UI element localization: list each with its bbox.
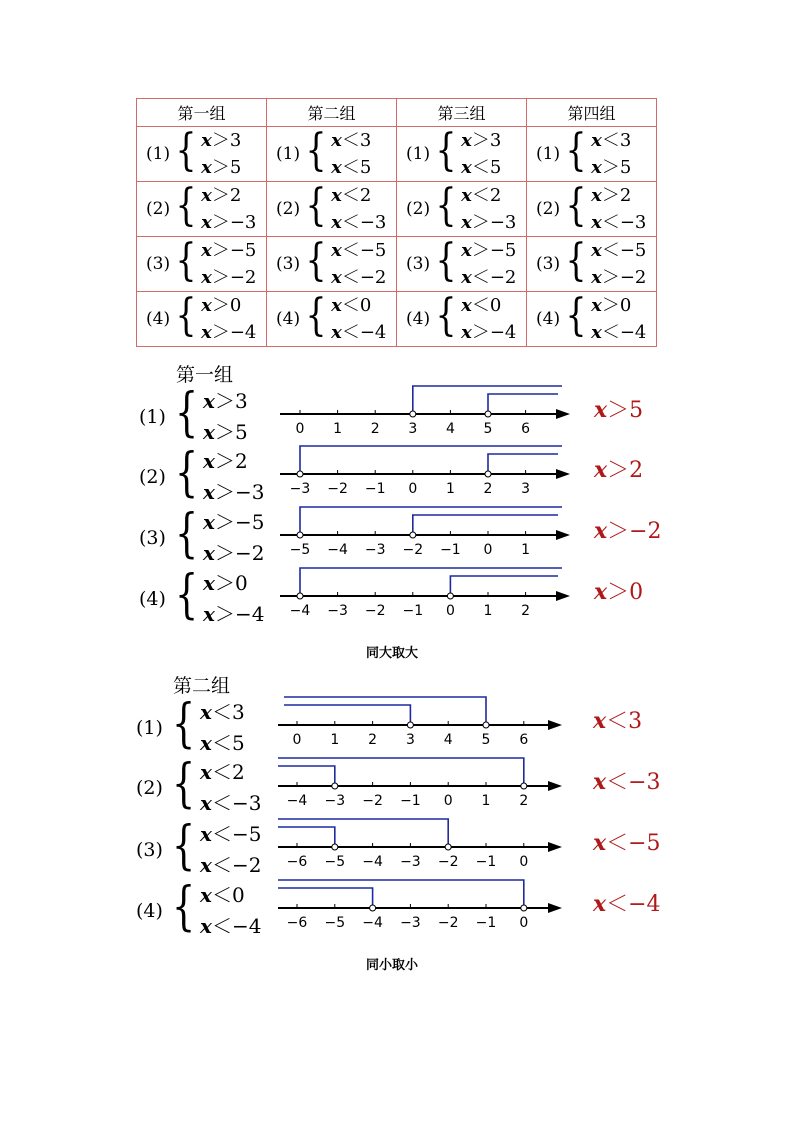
tick-label: 3	[405, 732, 415, 748]
brace-icon: {	[435, 180, 457, 231]
inequality: x＜3	[200, 700, 245, 724]
brace-icon: {	[435, 290, 457, 341]
group1-title: 第一组	[176, 364, 234, 386]
open-point	[485, 411, 491, 417]
brace-icon: {	[305, 180, 327, 231]
solution-ray	[284, 697, 486, 725]
open-point	[445, 844, 451, 850]
open-point	[485, 471, 491, 477]
brace-icon: {	[175, 180, 197, 231]
tick-label: −4	[327, 542, 348, 558]
tick-label: −3	[400, 915, 421, 931]
inequality: x＞5	[203, 420, 248, 444]
system-number: (1)	[139, 406, 166, 428]
solution-ray	[450, 576, 558, 596]
open-point	[407, 722, 413, 728]
inequality: x＜3	[591, 130, 632, 151]
tick-label: −2	[364, 603, 386, 619]
tick-label: −3	[324, 793, 346, 809]
inequality: x＞3	[461, 130, 502, 151]
inequality: x＜−4	[200, 914, 262, 938]
tick-label: −1	[475, 915, 497, 931]
inequality: x＞−4	[201, 322, 257, 343]
brace-icon: {	[171, 877, 196, 937]
tick-label: −3	[289, 481, 311, 497]
inequality: x＞2	[201, 185, 242, 206]
axis-arrow	[556, 409, 570, 419]
tick-label: 0	[445, 603, 455, 619]
brace-icon: {	[174, 383, 199, 443]
tick-label: −1	[402, 603, 424, 619]
open-point	[483, 722, 489, 728]
axis-arrow	[556, 530, 570, 540]
tick-label: 0	[292, 732, 302, 748]
axis-arrow	[548, 842, 562, 852]
solution-ray	[278, 819, 448, 847]
inequality: x＞−5	[461, 240, 517, 261]
brace-icon: {	[175, 290, 197, 341]
header-group-3: 第三组	[397, 99, 527, 127]
tick-label: −4	[362, 915, 383, 931]
tick-label: 2	[483, 481, 493, 497]
group1-result-1: x＞5	[594, 397, 644, 423]
tick-label: 0	[408, 481, 418, 497]
tick-label: −1	[440, 542, 461, 558]
inequality: x＞2	[591, 185, 632, 206]
solution-ray	[413, 515, 558, 535]
brace-icon: {	[565, 290, 587, 341]
inequality: x＜−5	[591, 240, 647, 261]
solution-ray	[278, 758, 524, 786]
open-point	[521, 905, 527, 911]
tick-label: −4	[289, 603, 311, 619]
tick-label: 0	[483, 542, 493, 558]
inequality: x＞−5	[203, 510, 265, 534]
brace-icon: {	[305, 235, 327, 286]
solution-ray	[300, 446, 562, 474]
system-number: (3)	[406, 254, 431, 274]
system-number: (1)	[146, 144, 171, 164]
system-number: (1)	[276, 144, 301, 164]
tick-label: 5	[483, 421, 493, 437]
tick-label: 1	[330, 732, 340, 748]
open-point	[370, 905, 376, 911]
inequality: x＜2	[200, 760, 245, 784]
axis-arrow	[548, 903, 562, 913]
brace-icon: {	[435, 125, 457, 176]
tick-label: −3	[364, 542, 386, 558]
system-number: (2)	[146, 199, 171, 219]
tick-label: −1	[364, 481, 386, 497]
inequality: x＞−2	[203, 541, 265, 565]
inequality: x＜5	[461, 157, 502, 178]
brace-icon: {	[565, 180, 587, 231]
tick-label: 1	[483, 603, 493, 619]
inequality: x＜−5	[200, 822, 262, 846]
brace-icon: {	[435, 235, 457, 286]
open-point	[297, 593, 303, 599]
tick-label: 4	[445, 421, 455, 437]
inequality: x＜−4	[591, 322, 647, 343]
tick-label: −2	[437, 915, 459, 931]
tick-label: −2	[437, 854, 459, 870]
system-number: (4)	[139, 588, 166, 610]
open-point	[332, 783, 338, 789]
tick-label: −3	[327, 603, 348, 619]
inequality: x＞−5	[201, 240, 257, 261]
inequality: x＞−4	[203, 602, 265, 626]
inequality: x＜−5	[331, 240, 387, 261]
brace-icon: {	[565, 125, 587, 176]
tick-label: −5	[324, 854, 346, 870]
inequality: x＞5	[591, 157, 632, 178]
solution-ray	[300, 507, 562, 535]
tick-label: 0	[519, 915, 529, 931]
tick-label: 1	[481, 793, 491, 809]
tick-label: 3	[408, 421, 418, 437]
system-number: (2)	[136, 777, 163, 799]
brace-icon: {	[175, 235, 197, 286]
tick-label: 3	[521, 481, 531, 497]
open-point	[297, 532, 303, 538]
inequality: x＞−3	[203, 480, 265, 504]
tick-label: −2	[327, 481, 348, 497]
tick-label: 2	[368, 732, 378, 748]
inequality: x＜−4	[331, 322, 387, 343]
open-point	[297, 471, 303, 477]
inequality: x＞0	[591, 295, 632, 316]
axis-arrow	[556, 591, 570, 601]
inequality: x＜−3	[591, 212, 647, 233]
solution-ray	[300, 568, 562, 596]
solution-ray	[278, 888, 373, 908]
solution-ray	[278, 880, 524, 908]
inequality: x＜5	[331, 157, 372, 178]
tick-label: −6	[286, 854, 308, 870]
tick-label: −3	[400, 854, 421, 870]
tick-label: 0	[443, 793, 453, 809]
brace-icon: {	[175, 125, 197, 176]
tick-label: −4	[286, 793, 308, 809]
brace-icon: {	[565, 235, 587, 286]
system-number: (3)	[136, 839, 163, 861]
tick-label: −6	[286, 915, 308, 931]
inequality: x＞3	[201, 130, 242, 151]
brace-icon: {	[171, 694, 196, 754]
system-number: (3)	[536, 254, 561, 274]
inequality: x＞2	[203, 449, 248, 473]
solution-ray	[284, 705, 410, 725]
group1-result-2: x＞2	[594, 457, 644, 483]
open-point	[410, 411, 416, 417]
system-number: (1)	[406, 144, 431, 164]
tick-label: −5	[324, 915, 346, 931]
axis-arrow	[556, 469, 570, 479]
system-number: (4)	[406, 309, 431, 329]
system-number: (2)	[536, 199, 561, 219]
tick-label: 2	[519, 793, 529, 809]
group2-result-4: x＜−4	[593, 891, 661, 917]
group1-caption: 同大取大	[366, 646, 419, 661]
header-group-4: 第四组	[527, 99, 657, 127]
system-number: (4)	[536, 309, 561, 329]
tick-label: −5	[289, 542, 311, 558]
inequality: x＜2	[461, 185, 502, 206]
system-number: (4)	[146, 309, 171, 329]
tick-label: 1	[333, 421, 343, 437]
open-point	[332, 844, 338, 850]
inequality: x＜0	[461, 295, 502, 316]
open-point	[447, 593, 453, 599]
tick-label: 1	[445, 481, 455, 497]
system-number: (2)	[276, 199, 301, 219]
inequality: x＜−2	[331, 267, 387, 288]
inequality: x＞−2	[201, 267, 257, 288]
system-number: (3)	[146, 254, 171, 274]
inequality: x＞−2	[591, 267, 647, 288]
system-number: (1)	[136, 717, 163, 739]
tick-label: 0	[295, 421, 305, 437]
axis-arrow	[548, 720, 562, 730]
group2-caption: 同小取小	[366, 958, 419, 973]
tick-label: −2	[362, 793, 383, 809]
inequality: x＞−3	[201, 212, 257, 233]
group1-result-4: x＞0	[594, 579, 644, 605]
inequality: x＞0	[203, 571, 248, 595]
brace-icon: {	[171, 754, 196, 814]
tick-label: 5	[481, 732, 491, 748]
group2-result-3: x＜−5	[593, 830, 661, 856]
brace-icon: {	[305, 125, 327, 176]
group1-result-3: x＞−2	[594, 518, 662, 544]
group2-result-2: x＜−3	[593, 769, 661, 795]
inequality: x＞0	[201, 295, 242, 316]
header-group-2: 第二组	[267, 99, 397, 127]
inequality: x＞−4	[461, 322, 517, 343]
inequality: x＞3	[203, 389, 248, 413]
tick-label: −4	[362, 854, 383, 870]
system-number: (4)	[136, 900, 163, 922]
tick-label: −1	[400, 793, 421, 809]
brace-icon: {	[174, 565, 199, 625]
inequality: x＜5	[200, 731, 245, 755]
brace-icon: {	[171, 816, 196, 876]
tick-label: 6	[521, 421, 531, 437]
brace-icon: {	[174, 504, 199, 564]
inequality: x＞−3	[461, 212, 517, 233]
group2-title: 第二组	[173, 675, 231, 697]
inequality: x＜3	[331, 130, 372, 151]
open-point	[410, 532, 416, 538]
header-group-1: 第一组	[137, 99, 267, 127]
system-number: (2)	[406, 199, 431, 219]
solution-ray	[488, 394, 558, 414]
brace-icon: {	[174, 443, 199, 503]
open-point	[521, 783, 527, 789]
tick-label: 2	[521, 603, 531, 619]
brace-icon: {	[305, 290, 327, 341]
system-number: (1)	[536, 144, 561, 164]
solution-ray	[488, 454, 558, 474]
group2-result-1: x＜3	[593, 708, 643, 734]
solution-ray	[278, 766, 335, 786]
inequality: x＜−3	[200, 791, 262, 815]
tick-label: −2	[402, 542, 424, 558]
tick-label: 1	[521, 542, 531, 558]
inequality: x＜−2	[200, 853, 262, 877]
inequality: x＜0	[200, 883, 245, 907]
tick-label: 2	[370, 421, 380, 437]
system-number: (3)	[139, 527, 166, 549]
inequality: x＜0	[331, 295, 372, 316]
solution-ray	[278, 827, 335, 847]
tick-label: 4	[443, 732, 453, 748]
tick-label: 0	[519, 854, 529, 870]
tick-label: −1	[475, 854, 497, 870]
axis-arrow	[548, 781, 562, 791]
system-number: (2)	[139, 466, 166, 488]
tick-label: 6	[519, 732, 529, 748]
system-number: (4)	[276, 309, 301, 329]
system-number: (3)	[276, 254, 301, 274]
inequality: x＜−3	[331, 212, 387, 233]
inequality: x＜2	[331, 185, 372, 206]
inequality: x＜−2	[461, 267, 517, 288]
inequality: x＞5	[201, 157, 242, 178]
